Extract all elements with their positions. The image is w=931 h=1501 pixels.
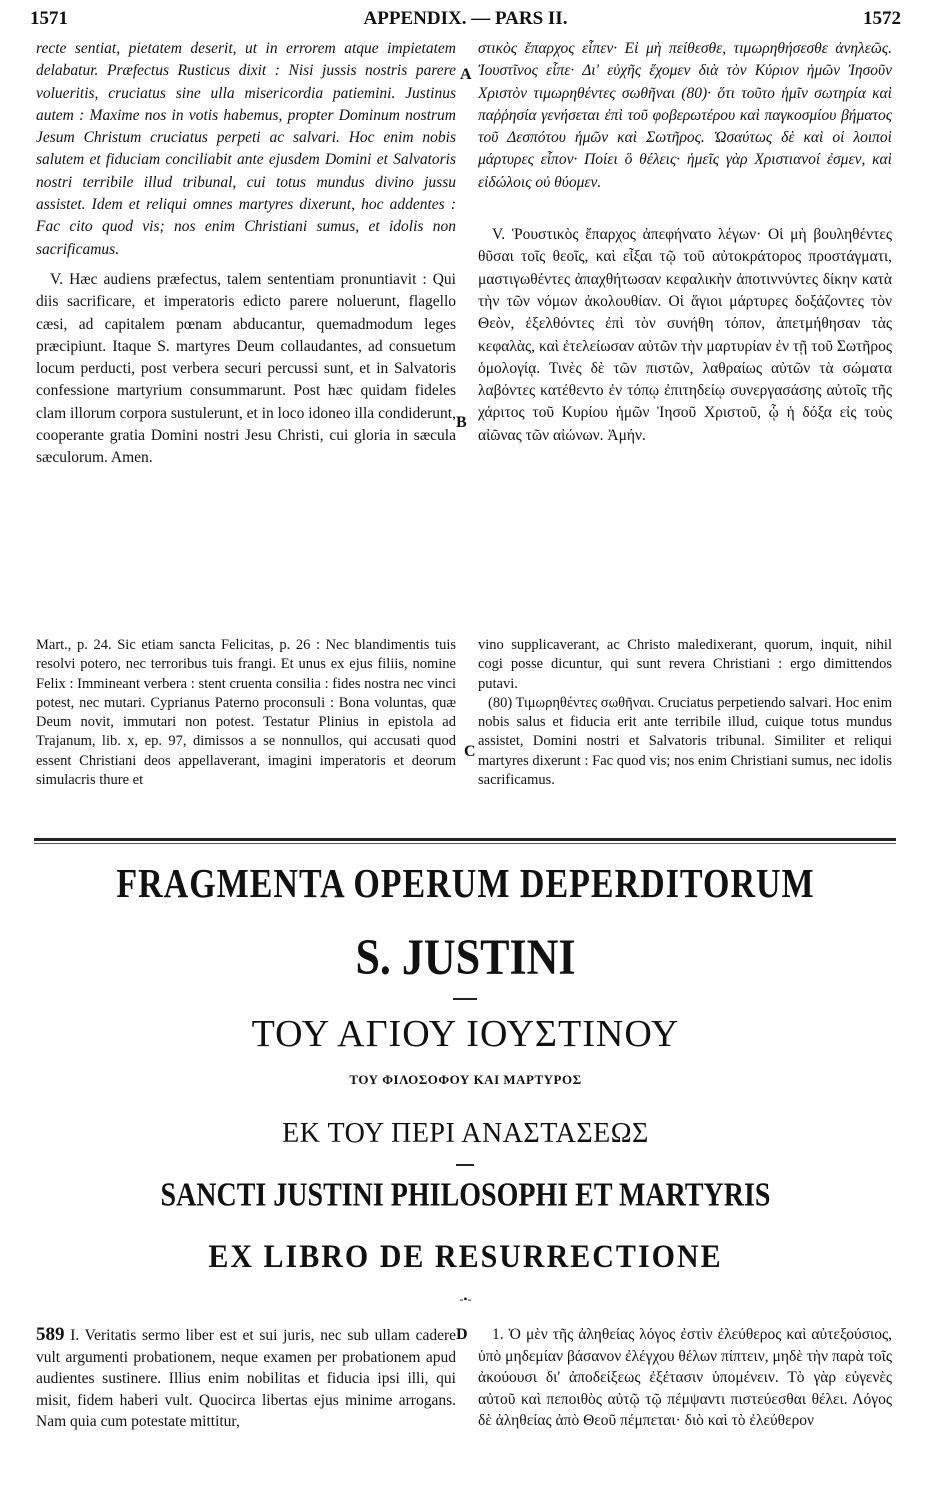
running-title: APPENDIX. — PARS II.	[363, 8, 568, 29]
margin-letter-d: D	[456, 1326, 468, 1343]
greek-paragraph-1: στικὸς ἔπαρχος εἶπεν· Εἰ μὴ πείθεσθε, τιμωρηθήσεσθε ἀνηλεῶς. Ἰουστῖνος εἶπε· Δι' εὐχῆς ἔχομεν διὰ τὸν Κύριον ἡμῶν Ἰησοῦν Χριστὸν τιμωρηθέντες σωθῆναι (80)· ὅτι τοῦτο ἡμῖν σωτηρία καὶ παῤῥησία γενήσεται ἐπὶ τοῦ φοβερωτέρου καὶ παγκοσμίου βήματος τοῦ Δεσπότου ἡμῶν καὶ Σωτῆρος. Ὡσαύτως δὲ καὶ οἱ λοιποὶ μάρτυρες εἶπον· Ποίει ὃ θέλεις· ἡμεῖς γὰρ Χριστιανοί ἐσμεν, καὶ εἰδώλοις οὐ θύομεν.	[478, 40, 892, 191]
title-greek-book: ΕΚ ΤΟΥ ΠΕΡΙ ΑΝΑΣΤΑΣΕΩΣ	[282, 1118, 649, 1149]
footnote-right-text-1: vino supplicaverant, ac Christo maledixerant, quorum, inquit, nihil cogi posse dicuntur, qui sunt revera Christiani : ergo dimittendos putavi.	[478, 637, 892, 692]
footnote-left-text: Mart., p. 24. Sic etiam sancta Felicitas, p. 26 : Nec blandimentis tuis resolvi potero, nec terroribus tuis frangi. Et unus ex ejus filiis, nomine Felix : Immineant verbera : stent cruenta consilia : fides nostra nec vinci potest, nec mutari. Cyprianus Paterno proconsuli : Bona voluntas, quæ Deum novit, immutari non potest. Testatur Plinius in epistola ad Trajanum, lib. x, ep. 97, dimissos a se nonnullos, qui accusati quod essent Christiani deos appellaverant, imagini imperatoris et deorum simulacris thure et	[36, 637, 456, 789]
title-dash-1	[453, 998, 477, 1000]
latin-paragraph-1: recte sentiat, pietatem deserit, ut in errorem atque impietatem delabatur. Præfectus Rusticus dixit : Nisi jussis nostris parere volueritis, cruciatus sine ulla misericordia patiemini. Justinus autem : Maxime nos in votis habemus, propter Dominum nostrum Jesum Christum cruciatus perpeti ac salvari. Hoc enim nobis salutem et fiduciam conciliabit ante ejusdem Domini et Salvatoris nostri terribile illud tribunal, cui totus mundus divino jussu assistet. Idem et reliqui omnes martyres dixerunt, hoc addentes : Fac cito quod vis; nos enim Christiani sumus, et idolis non sacrificamus.	[36, 40, 456, 258]
column-number: 589	[36, 1324, 65, 1345]
footnote-right	[478, 636, 892, 790]
section-rule-thick	[34, 838, 896, 841]
latin-fragment-paragraph	[36, 1324, 456, 1433]
subtitle-greek: ΤΟΥ ΦΙΛΟΣΟΦΟΥ ΚΑΙ ΜΑΡΤΥΡΟΣ	[349, 1072, 582, 1087]
section-rule-thin	[34, 843, 896, 844]
footnote-left	[36, 636, 456, 790]
greek-fragment-text: 1. Ὁ μὲν τῆς ἀληθείας λόγος ἐστὶν ἐλεύθερος καὶ αὐτεξούσιος, ὑπὸ μηδεμίαν βάσανον ἐλέγχου θέλων πίπτειν, μηδὲ τὴν παρὰ τοῖς ἀκούουσι δι' ἀποδείξεως ἐξέτασιν ὑπομένειν. Τὸ γὰρ εὐγενὲς αὐτοῦ καὶ πεποιθὸς αὐτῷ τῷ πέμψαντι πιστεύεσθαι θέλει. Λόγος δὲ ἀληθείας ἀπὸ Θεοῦ πέμπεται· διὸ καὶ τὸ ἐλεύθερον	[478, 1326, 892, 1429]
greek-paragraph-2: V. Ῥουστικὸς ἔπαρχος ἀπεφήνατο λέγων· Οἱ μὴ βουληθέντες θῦσαι τοῖς θεοῖς, καὶ εἶξαι τῷ τοῦ αὐτοκράτορος προστάγματι, μαστιγωθέντες ἀπαχθήτωσαν κεφαλικὴν ἀποτιννύντες δίκην κατὰ τὴν τῶν νόμων ἀκολουθίαν. Οἱ ἅγιοι μάρτυρες δοξάζοντες τὸν Θεὸν, ἐξελθόντες ἐπὶ τὸν συνήθη τόπον, ἀπετμήθησαν τὰς κεφαλὰς, καὶ ἐτελείωσαν αὐτῶν τὴν μαρτυρίαν ἐν τῇ τοῦ Σωτῆρος ὁμολογίᾳ. Τινὲς δὲ τῶν πιστῶν, λαθραίως αὐτῶν τὰ σώματα λαβόντες κατέθεντο ἐν τόπῳ ἐπιτηδείῳ συνεργασάσης αὐτοῖς τῆς χάριτος τοῦ Κυρίου ἡμῶν Ἰησοῦ Χριστοῦ, ᾧ ἡ δόξα εἰς τοὺς αἰῶνας τῶν αἰώνων. Ἀμήν.	[478, 226, 892, 444]
title-ex-libro: EX LIBRO DE RESURRECTIONE	[208, 1238, 723, 1275]
latin-text-column-top	[36, 38, 456, 470]
running-header	[30, 8, 901, 38]
page-number-right: 1572	[863, 8, 901, 29]
margin-letter-c: C	[464, 743, 476, 760]
greek-text-column-top	[478, 38, 892, 447]
greek-text-column-bottom	[478, 1324, 892, 1432]
title-justini: S. JUSTINI	[355, 929, 576, 986]
footnote-right-text-2: (80) Τιμωρηθέντες σωθῆναι. Cruciatus perpetiendo salvari. Hoc enim nobis salus et fiducia erit ante terribile illud, cuique totus mundus assistet, Domini nostri et Salvatoris tribunal. Similiter et reliqui martyres dixerunt : Fac quod vis; nos enim Christiani sumus, nec idolis sacrificamus.	[478, 694, 892, 789]
page-number-left: 1571	[30, 8, 68, 29]
ornament: -•-	[459, 1292, 472, 1306]
title-dash-2	[456, 1164, 474, 1166]
title-greek: ΤΟΥ ΑΓΙΟΥ ΙΟΥΣΤΙΝΟΥ	[251, 1013, 680, 1055]
latin-fragment-text: I. Veritatis sermo liber est et sui juris, nec sub ullam cadere vult argumenti probationem, neque examen per probationem apud audientes sustinere. Illius enim nobilitas et fiducia ipsi illi, qui misit, fidem haberi vult. Quocirca libertas ejus minime arrogans. Nam quia cum potestate mittitur,	[36, 1327, 457, 1430]
margin-letter-b: B	[456, 414, 467, 431]
title-sancti-justini: SANCTI JUSTINI PHILOSOPHI ET MARTYRIS	[160, 1176, 771, 1214]
margin-letter-a: A	[460, 66, 472, 83]
latin-text-column-bottom	[36, 1324, 456, 1433]
latin-paragraph-2: V. Hæc audiens præfectus, talem sententiam pronuntiavit : Qui diis sacrificare, et imperatoris edicto parere noluerunt, flagello cæsi, ad capitalem pœnam abducantur, quemadmodum leges præcipiunt. Itaque S. martyres Deum collaudantes, ad consuetum locum perducti, post verbera securi percussi sunt, et in Salvatoris confessione martyrium consummarunt. Post hæc quidam fideles clam illorum corpora sustulerunt, et in loco idoneo illa condiderunt, cooperante gratia Domini nostri Jesu Christi, cui gloria in sæcula sæculorum. Amen.	[36, 270, 456, 467]
title-fragmenta: FRAGMENTA OPERUM DEPERDITORUM	[116, 862, 815, 907]
